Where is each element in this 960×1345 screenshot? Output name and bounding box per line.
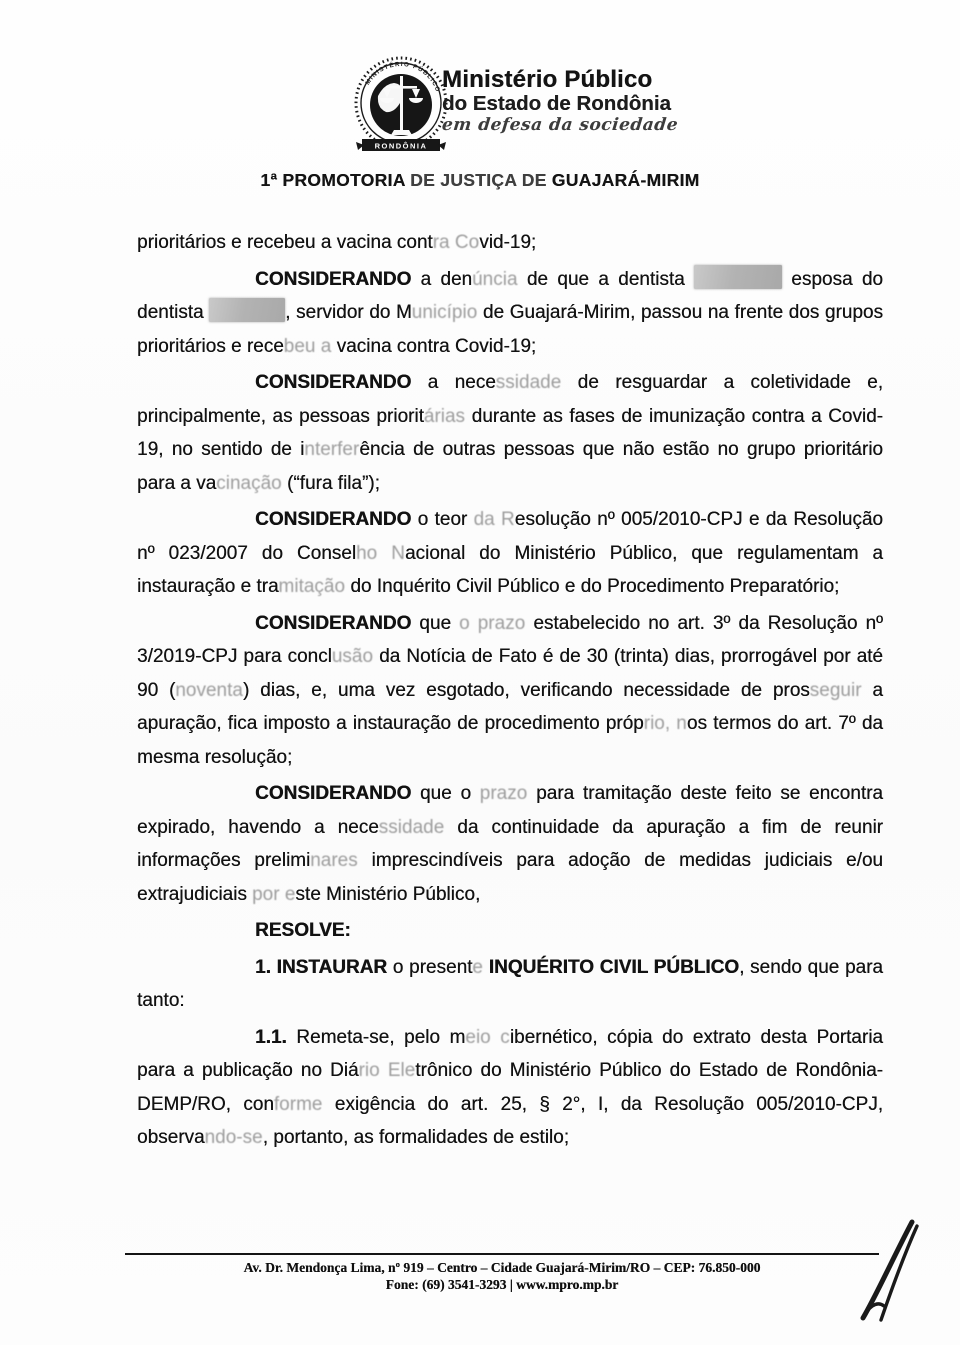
paragraph (137, 607, 883, 775)
text-run: beu a (283, 335, 332, 357)
text-run: noventa (175, 679, 243, 701)
text-run: ) dias, e, uma vez esgotado, verificando necessidade de pros (242, 679, 810, 701)
footer-address: Av. Dr. Mendonça Lima, nº 919 – Centro – Cidade Guajará-Mirim/RO – CEP: 76.850-000 (243, 1260, 761, 1275)
seal-banner-text: RONDÔNIA (374, 141, 428, 151)
bold-text-run: 1. INSTAURAR (255, 956, 388, 978)
text-run: ho N (356, 542, 405, 564)
text-run: rio, n (643, 713, 687, 734)
bold-text-run: CONSIDERANDO (255, 783, 412, 804)
text-run: , portanto, as formalidades de estilo; (262, 1127, 570, 1148)
document-title (0, 170, 960, 191)
paragraph (137, 503, 883, 604)
text-run: que o (411, 783, 480, 804)
paragraph (137, 263, 883, 364)
bold-text-run: CONSIDERANDO (255, 372, 412, 393)
paragraph (137, 366, 883, 500)
text-run: ndo-se (204, 1127, 263, 1148)
text-run: úncia (472, 268, 518, 290)
text-run: nterfer (304, 439, 360, 460)
paragraph (137, 777, 883, 911)
footer (125, 1253, 879, 1293)
text-run: mitação (278, 576, 346, 597)
title-part2: DE JUSTIÇA DE (404, 170, 552, 190)
text-run: vacina contra Covid-19; (331, 335, 537, 357)
redaction-box (694, 265, 782, 289)
text-run: os termos do art. 7º da mesma resolução; (137, 713, 883, 768)
paragraph (137, 914, 883, 948)
text-run: o prazo (459, 612, 526, 634)
text-run: eio c (465, 1026, 510, 1048)
text-run: prioritários e recebeu a vacina cont (137, 232, 433, 253)
text-run: exigência do art. 25, § 2°, I, da Resolução 005/2010-CPJ, observa (137, 1093, 883, 1148)
title-part1: 1ª PROMOTORIA (260, 170, 405, 190)
seal-ring-text: MINISTÉRIO PÚBLICO (364, 60, 442, 94)
text-run: para tramitação deste feito se encontra expirado, havendo a nece (137, 783, 883, 838)
paragraph (137, 226, 883, 260)
org-slogan: em defesa da sociedade (440, 115, 680, 136)
text-run: a nece (411, 372, 496, 393)
text-run: rio Ele (358, 1060, 416, 1081)
signature-stroke-icon (838, 1196, 948, 1336)
bold-text-run: 1.1. (255, 1026, 287, 1048)
text-run: usão (331, 646, 374, 667)
text-run: árias (423, 405, 466, 427)
bold-text-run: CONSIDERANDO (255, 612, 412, 634)
footer-phone-site: Fone: (69) 3541-3293 | www.mpro.mp.br (385, 1277, 619, 1292)
text-run: e (472, 956, 489, 978)
text-run: imprescindíveis para adoção de medidas judiciais e/ou extrajudiciais (137, 850, 883, 905)
document-body (137, 226, 883, 1158)
redaction-box (209, 298, 285, 322)
text-run: que (411, 612, 460, 634)
text-run: de que a dentista (517, 268, 694, 290)
text-run: forme (273, 1093, 323, 1115)
text-run: , servidor do M (285, 302, 412, 323)
text-run: , sendo que para tanto: (137, 956, 883, 1011)
bold-text-run: CONSIDERANDO (255, 268, 412, 290)
text-run: cinação (216, 472, 282, 494)
text-run: da continuidade da apuração a fim de reunir informações prelimi (137, 816, 883, 871)
text-run: vid-19; (479, 232, 537, 253)
bold-text-run: RESOLVE: (255, 920, 351, 941)
ministerio-publico-seal-icon (350, 56, 452, 162)
text-run: durante as fases de imunização contra a Covid-19, no sentido de i (137, 405, 883, 460)
text-run: de resguardar a coletividade e, principalmente, as pessoas priorit (137, 372, 883, 427)
text-run: ra Co (432, 232, 480, 253)
title-part3: GUAJARÁ-MIRIM (551, 170, 700, 190)
text-run: da Notícia de Fato é de 30 (trinta) dias, prorrogável por até 90 ( (137, 646, 884, 701)
text-run: de Guajará-Mirim, passou na frente dos grupos prioritários e rece (137, 302, 883, 357)
text-run: da R (473, 509, 515, 530)
text-run: acional do Ministério Público, que regulamentam a instauração e tra (137, 542, 883, 597)
text-run: prazo (479, 783, 528, 804)
letterhead (350, 56, 678, 162)
text-run: Remeta-se, pelo m (286, 1026, 466, 1048)
org-state: do Estado de Rondônia (442, 91, 671, 115)
text-run: o present (387, 956, 473, 978)
text-run: ssidade (378, 816, 445, 838)
text-run: do Inquérito Civil Público e do Procedimento Preparatório; (345, 576, 840, 597)
text-run: seguir (809, 679, 862, 701)
text-run: por e (252, 883, 296, 905)
text-run: ibernético, cópia do extrato desta Portaria para a publicação no Diá (137, 1026, 883, 1081)
text-run: ste Ministério Público, (295, 883, 481, 905)
text-run: (“fura fila”); (281, 472, 380, 494)
text-run: ssidade (495, 372, 562, 393)
bold-text-run: INQUÉRITO CIVIL PÚBLICO (488, 956, 740, 978)
org-name-block (442, 56, 678, 134)
paragraph (137, 951, 883, 1018)
text-run: trônico do Ministério Público do Estado de Rondônia-DEMP/RO, con (137, 1060, 883, 1115)
text-run: o teor (411, 509, 474, 530)
text-run: unicípio (411, 302, 478, 323)
bold-text-run: CONSIDERANDO (255, 509, 412, 530)
text-run: a den (411, 268, 473, 290)
text-run: estabelecido no art. 3º da Resolução nº 3/2019-CPJ para concl (137, 612, 883, 667)
text-run: ência de outras pessoas que não estão no grupo prioritário para a va (137, 439, 883, 494)
text-run: esposa do dentista (137, 268, 884, 323)
paragraph (137, 1021, 883, 1155)
org-name: Ministério Público (442, 66, 653, 93)
text-run: nares (310, 850, 358, 871)
text-run: a apuração, fica imposto a instauração de procedimento próp (137, 679, 883, 734)
text-run: esolução nº 005/2010-CPJ e da Resolução nº 023/2007 do Consel (137, 509, 883, 564)
